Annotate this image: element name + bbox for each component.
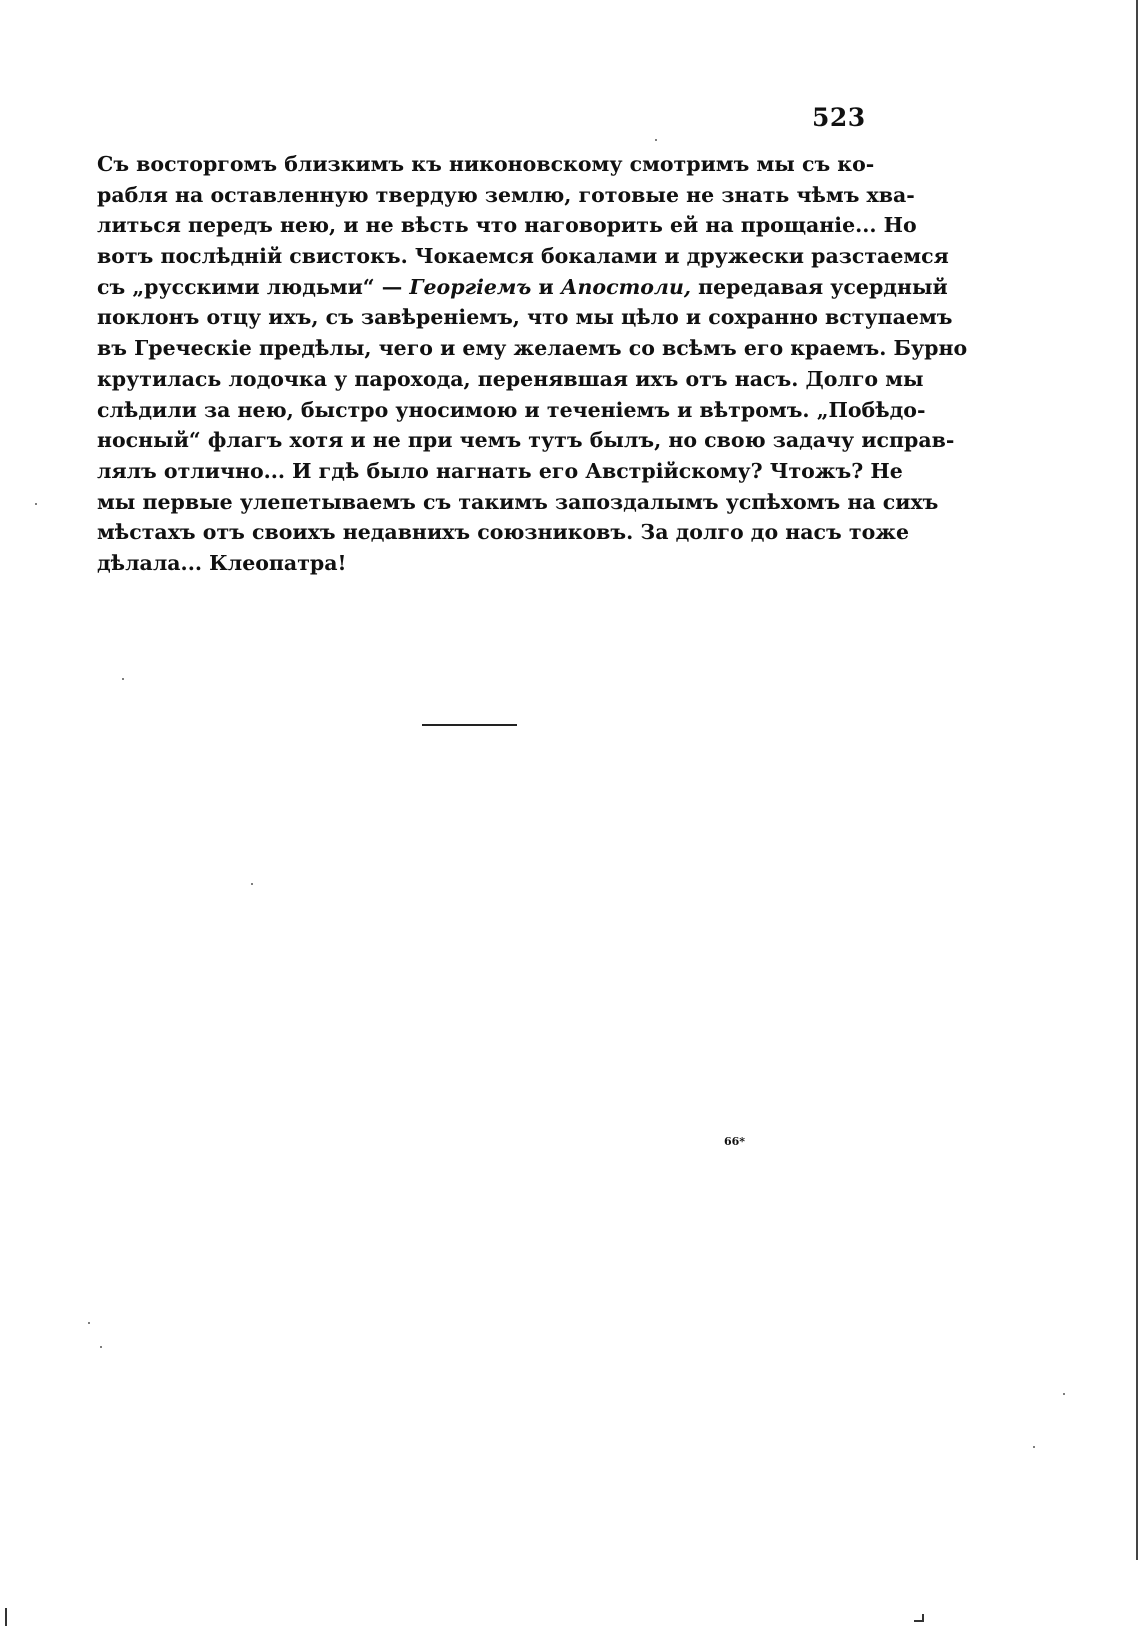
italic-name-apostoli: Апостоли, bbox=[560, 274, 691, 299]
italic-name-georgiem: Георгіемъ bbox=[409, 274, 532, 299]
text-line-12: мы первые улепетываемъ съ такимъ запоздалымъ успѣхомъ на сихъ bbox=[97, 489, 939, 514]
scan-speck bbox=[100, 1346, 102, 1348]
text-line-5-start: съ „русскими людьми“ — bbox=[97, 274, 410, 299]
page-edge-line bbox=[1136, 0, 1138, 1560]
text-line-2: рабля на оставленную твердую землю, готовые не знать чѣмъ хва- bbox=[97, 182, 915, 207]
printer-signature-mark: 66* bbox=[724, 1135, 746, 1148]
text-line-13: мѣстахъ отъ своихъ недавнихъ союзниковъ. За долго до насъ тоже bbox=[97, 520, 910, 545]
section-divider bbox=[422, 724, 517, 726]
page-number: 523 bbox=[812, 103, 866, 132]
text-line-7: въ Греческіе предѣлы, чего и ему желаемъ со всѣмъ его краемъ. Бурно bbox=[97, 336, 968, 361]
scan-speck bbox=[1063, 1393, 1065, 1395]
text-line-11: лялъ отлично... И гдѣ было нагнать его Австрійскому? Чтожъ? Не bbox=[97, 458, 903, 483]
text-line-6: поклонъ отцу ихъ, съ завѣреніемъ, что мы цѣло и сохранно вступаемъ bbox=[97, 305, 953, 330]
scan-edge-mark-left bbox=[5, 1608, 7, 1626]
scan-speck bbox=[35, 503, 37, 505]
scan-speck bbox=[88, 1322, 90, 1324]
text-line-1: Съ восторгомъ близкимъ къ никоновскому смотримъ мы съ ко- bbox=[97, 152, 875, 176]
text-line-10: носный“ флагъ хотя и не при чемъ тутъ былъ, но свою задачу исправ- bbox=[97, 428, 955, 453]
text-line-5-conj: и bbox=[531, 274, 561, 299]
body-paragraph bbox=[97, 149, 968, 579]
text-line-4: вотъ послѣдній свистокъ. Чокаемся бокалами и дружески разстаемся bbox=[97, 244, 949, 269]
text-line-5 bbox=[97, 272, 948, 303]
text-line-5-end: передавая усердный bbox=[690, 274, 948, 299]
text-line-14: дѣлала... Клеопатра! bbox=[97, 550, 347, 575]
text-line-9: слѣдили за нею, быстро уносимою и теченіемъ и вѣтромъ. „Побѣдо- bbox=[97, 397, 926, 422]
scan-edge-mark-right bbox=[914, 1614, 924, 1622]
scan-speck bbox=[655, 139, 657, 141]
scan-speck bbox=[122, 678, 124, 680]
text-line-3: литься передъ нею, и не вѣсть что наговорить ей на прощаніе... Но bbox=[97, 213, 917, 238]
text-line-8: крутилась лодочка у парохода, перенявшая ихъ отъ насъ. Долго мы bbox=[97, 366, 924, 391]
scan-speck bbox=[1033, 1446, 1035, 1448]
scan-speck bbox=[251, 883, 253, 885]
